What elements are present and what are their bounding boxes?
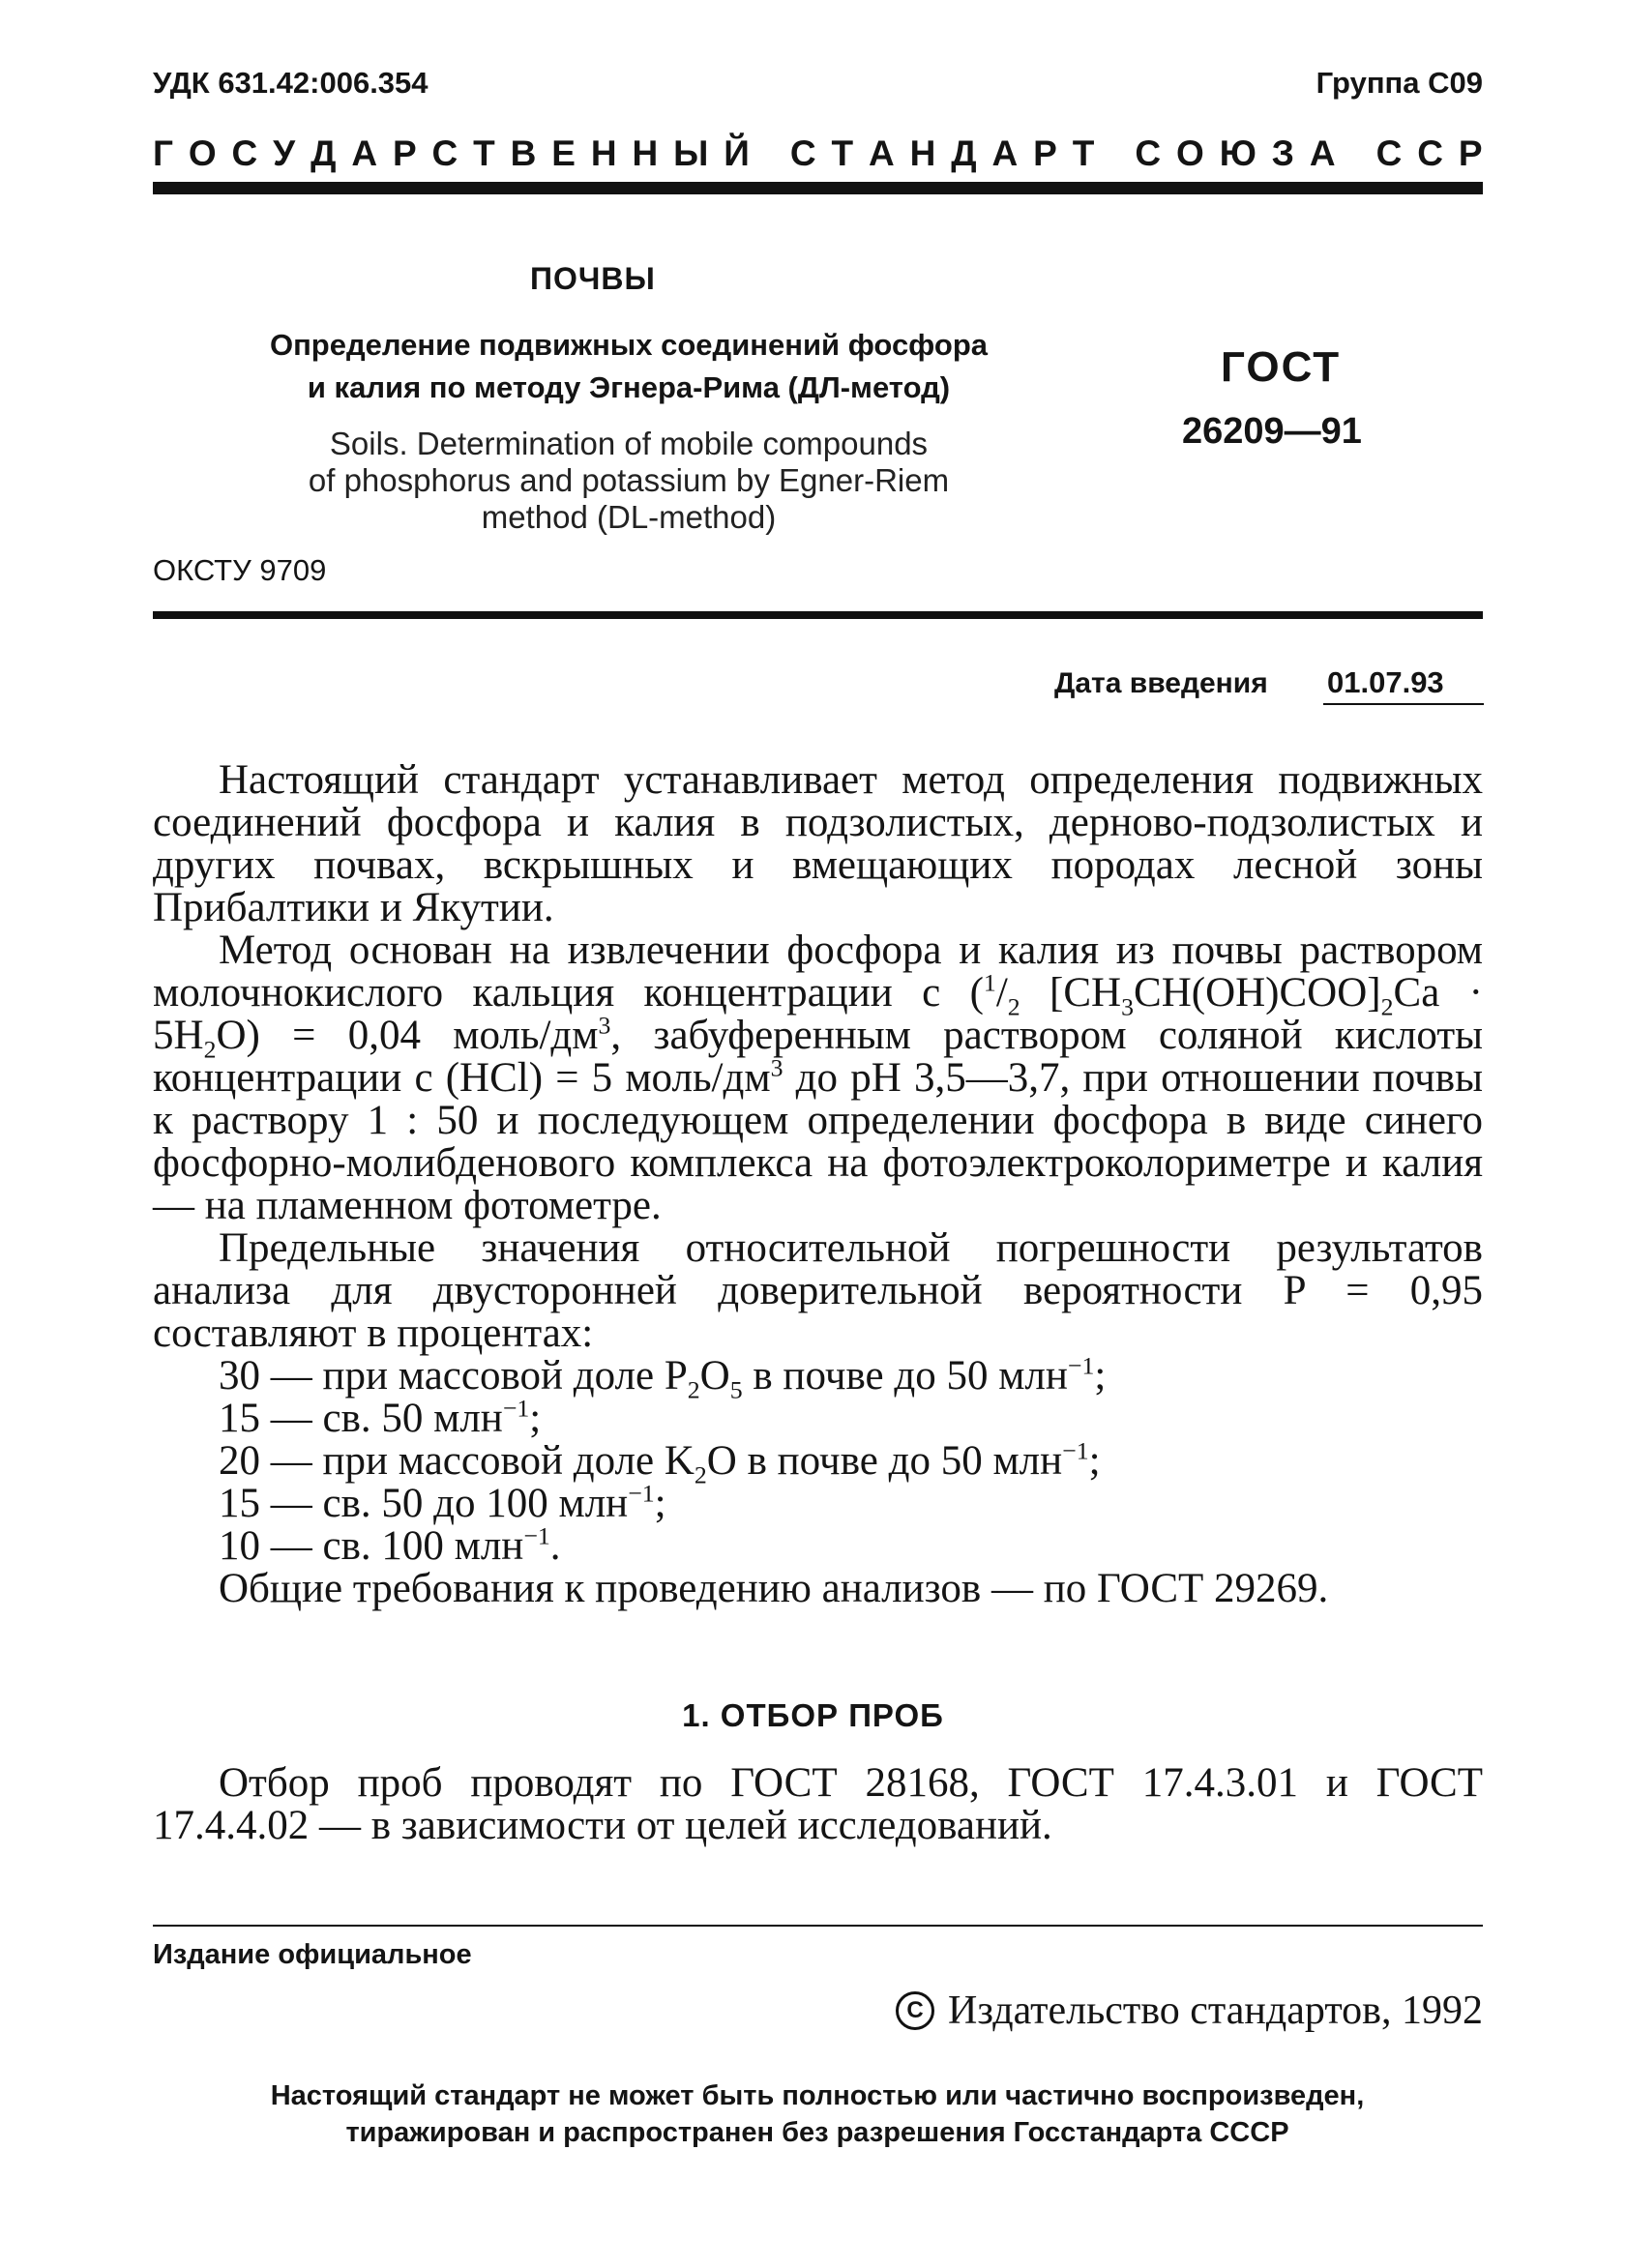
method-text: Метод основан на извлечении фосфора и калия из почвы раствором молочнокислого кальция концентрации c (	[153, 928, 1483, 1016]
russian-subtitle	[232, 324, 1025, 409]
gost-label: ГОСТ	[1221, 343, 1342, 391]
superscript: 3	[770, 1053, 783, 1082]
fraction-numerator: 1	[983, 968, 996, 997]
copyright-text: Издательство стандартов, 1992	[948, 1988, 1483, 2033]
heading-letter: С	[1135, 133, 1162, 173]
heading-letter: С	[789, 133, 816, 173]
heading-letter: А	[1309, 133, 1336, 173]
reproduction-notice	[145, 2077, 1490, 2151]
heading-letter: А	[351, 133, 378, 173]
error-limit-item	[153, 1436, 1483, 1489]
heading-letter: Д	[310, 133, 337, 173]
document-title: ПОЧВЫ	[530, 261, 656, 296]
heading-letter	[1109, 133, 1119, 174]
intro-date-value: 01.07.93	[1327, 665, 1444, 699]
method-paragraph: Метод основан на извлечении фосфора и калия из почвы раствором молочнокислого кальция концентрации c ($^1/_2$ $[CH_3CH(OH)COO]_2Ca \cdot 5H_2O) = 0,04$ моль/$дм^3$, забуференным раствором соляной кислоты концентрации c (HCl) = 5 моль/$дм^3$ до pH 3,5—3,7, при отношении почвы к раствору 1 : 50 и последующем определении фосфора в виде синего фосфорно-молибденового комплекса на фотоэлектроколориметре и калия — на пламенном фотометре.	[153, 928, 1483, 1228]
error-list	[153, 1351, 1483, 1569]
english-subtitle-line: method (DL-method)	[481, 499, 777, 535]
header-rule	[153, 182, 1483, 194]
subscript: 2	[687, 1375, 700, 1404]
error-limit-text: O	[706, 1438, 737, 1484]
heading-letter: Д	[951, 133, 977, 173]
intro-date-underline	[1323, 703, 1484, 705]
heading-letter: Р	[1458, 133, 1483, 173]
subscript: 5	[729, 1375, 743, 1404]
heading-letter: Т	[831, 133, 854, 173]
footer-rule	[153, 1925, 1483, 1927]
heading-letter: Р	[1033, 133, 1057, 173]
error-limit-text: 15 — св. 50 до 100 млн	[219, 1481, 629, 1526]
error-limit-text: .	[549, 1523, 561, 1569]
error-paragraph: Предельные значения относительной погрешности результатов анализа для двусторонней доверительной вероятности P = 0,95 составляют в процентах:	[153, 1225, 1483, 1356]
heading-letter: С	[231, 133, 258, 173]
error-limit-text: в почве до 50 млн	[736, 1438, 1063, 1484]
error-limit-text: 15 — св. 50 млн	[219, 1396, 503, 1441]
error-limit-text: 10 — св. 100 млн	[219, 1523, 524, 1569]
heading-letter: Г	[153, 133, 173, 173]
error-limit-item	[153, 1394, 1483, 1441]
superscript: 3	[598, 1011, 611, 1040]
heading-letter: Т	[1072, 133, 1095, 173]
heading-letter: Ю	[1219, 133, 1256, 173]
english-subtitle-line: Soils. Determination of mobile compounds	[329, 426, 929, 461]
error-limit-text: в почве до 50 млн	[742, 1353, 1068, 1399]
heading-letter: С	[1375, 133, 1403, 173]
gost-number: 26209—91	[1182, 411, 1362, 452]
title-rule	[153, 611, 1483, 619]
udk-code: УДК 631.42:006.354	[153, 66, 429, 100]
copyright-line	[896, 1988, 1483, 2034]
superscript: −1	[502, 1394, 530, 1423]
heading-letter	[1350, 133, 1360, 174]
method-text: [CH	[1020, 970, 1122, 1016]
heading-letter	[765, 133, 775, 174]
superscript: −1	[523, 1521, 550, 1550]
error-limit-item	[153, 1521, 1483, 1569]
reproduction-notice-line: тиражирован и распространен без разрешения Госстандарта СССР	[345, 2117, 1289, 2148]
error-limit-item	[153, 1479, 1483, 1526]
intro-paragraph: Настоящий стандарт устанавливает метод определения подвижных соединений фосфора и калия в подзолистых, дерново-подзолистых и других почвах, вскрышных и вмещающих породах лесной зоны Прибалтики и Якутии.	[153, 757, 1483, 930]
sampling-text: Отбор проб проводят по ГОСТ 28168, ГОСТ 17.4.3.01 и ГОСТ 17.4.4.02 — в зависимости от целей исследований.	[153, 1760, 1483, 1848]
heading-letter: А	[869, 133, 895, 173]
method-text: CH(OH)COO]	[1134, 970, 1381, 1016]
copyright-icon: C	[896, 1991, 934, 2030]
heading-letter: Н	[590, 133, 617, 173]
fraction-denominator: 2	[1007, 992, 1020, 1021]
official-edition-label: Издание официальное	[153, 1939, 472, 1970]
error-limit-text: 20 — при массовой доле K	[219, 1438, 695, 1484]
superscript: −1	[1062, 1436, 1089, 1465]
heading-letter: Е	[551, 133, 576, 173]
russian-subtitle-line: и калия по методу Эгнера-Рима (ДЛ-метод)	[307, 370, 951, 404]
sampling-paragraph	[153, 1762, 1483, 1847]
general-requirements: Общие требования к проведению анализов — по ГОСТ 29269.	[219, 1566, 1329, 1611]
error-limit-text: ;	[1088, 1438, 1101, 1484]
heading-letter: О	[188, 133, 217, 173]
heading-letter: Т	[473, 133, 495, 173]
heading-letter: Н	[632, 133, 659, 173]
error-limit-text: O	[699, 1353, 730, 1399]
method-text: Ca · 5H	[153, 970, 1483, 1058]
english-subtitle	[232, 426, 1025, 536]
heading-letter: У	[273, 133, 296, 173]
heading-letter: А	[991, 133, 1019, 173]
section-heading: 1. ОТБОР ПРОБ	[682, 1697, 944, 1733]
body-text	[153, 759, 1483, 1610]
subscript: 2	[203, 1035, 217, 1064]
reproduction-notice-line: Настоящий стандарт не может быть полностью или частично воспроизведен,	[270, 2080, 1365, 2111]
russian-subtitle-line: Определение подвижных соединений фосфора	[269, 328, 989, 362]
heading-letter: Р	[392, 133, 417, 173]
subscript: 2	[1380, 992, 1394, 1021]
heading-letter: О	[1176, 133, 1204, 173]
heading-letter: Н	[909, 133, 936, 173]
english-subtitle-line: of phosphorus and potassium by Egner-Riem	[308, 462, 950, 498]
error-limit-text: 30 — при массовой доле P	[219, 1353, 688, 1399]
superscript: −1	[628, 1479, 655, 1508]
subscript: 2	[694, 1460, 707, 1489]
method-text: до pH 3,5—3,7, при отношении почвы к раствору 1 : 50 и последующем определении фосфора в виде синего фосфорно-молибденового комплекса на фотоэлектроколориметре и калия — на пламенном фотометре.	[153, 1055, 1483, 1228]
error-limit-item	[153, 1351, 1483, 1404]
heading-letter: С	[431, 133, 458, 173]
method-text: O) = 0,04 моль/дм	[216, 1013, 599, 1058]
heading-letter: В	[510, 133, 537, 173]
intro-date-label: Дата введения	[1054, 667, 1268, 699]
error-limit-text: ;	[1094, 1353, 1107, 1399]
heading-letter: З	[1271, 133, 1294, 173]
state-standard-heading	[153, 133, 1483, 174]
classification-group: Группа С09	[1316, 66, 1483, 100]
superscript: −1	[1067, 1351, 1095, 1380]
heading-letter: Ы	[673, 133, 709, 173]
okstu-code: ОКСТУ 9709	[153, 553, 327, 587]
heading-letter: С	[1417, 133, 1443, 173]
heading-letter: Й	[724, 133, 750, 173]
method-text: , забуференным раствором соляной кислоты концентрации c (HCl) = 5 моль/дм	[153, 1013, 1483, 1101]
error-limit-text: ;	[529, 1396, 542, 1441]
subscript: 3	[1121, 992, 1135, 1021]
error-limit-text: ;	[654, 1481, 666, 1526]
